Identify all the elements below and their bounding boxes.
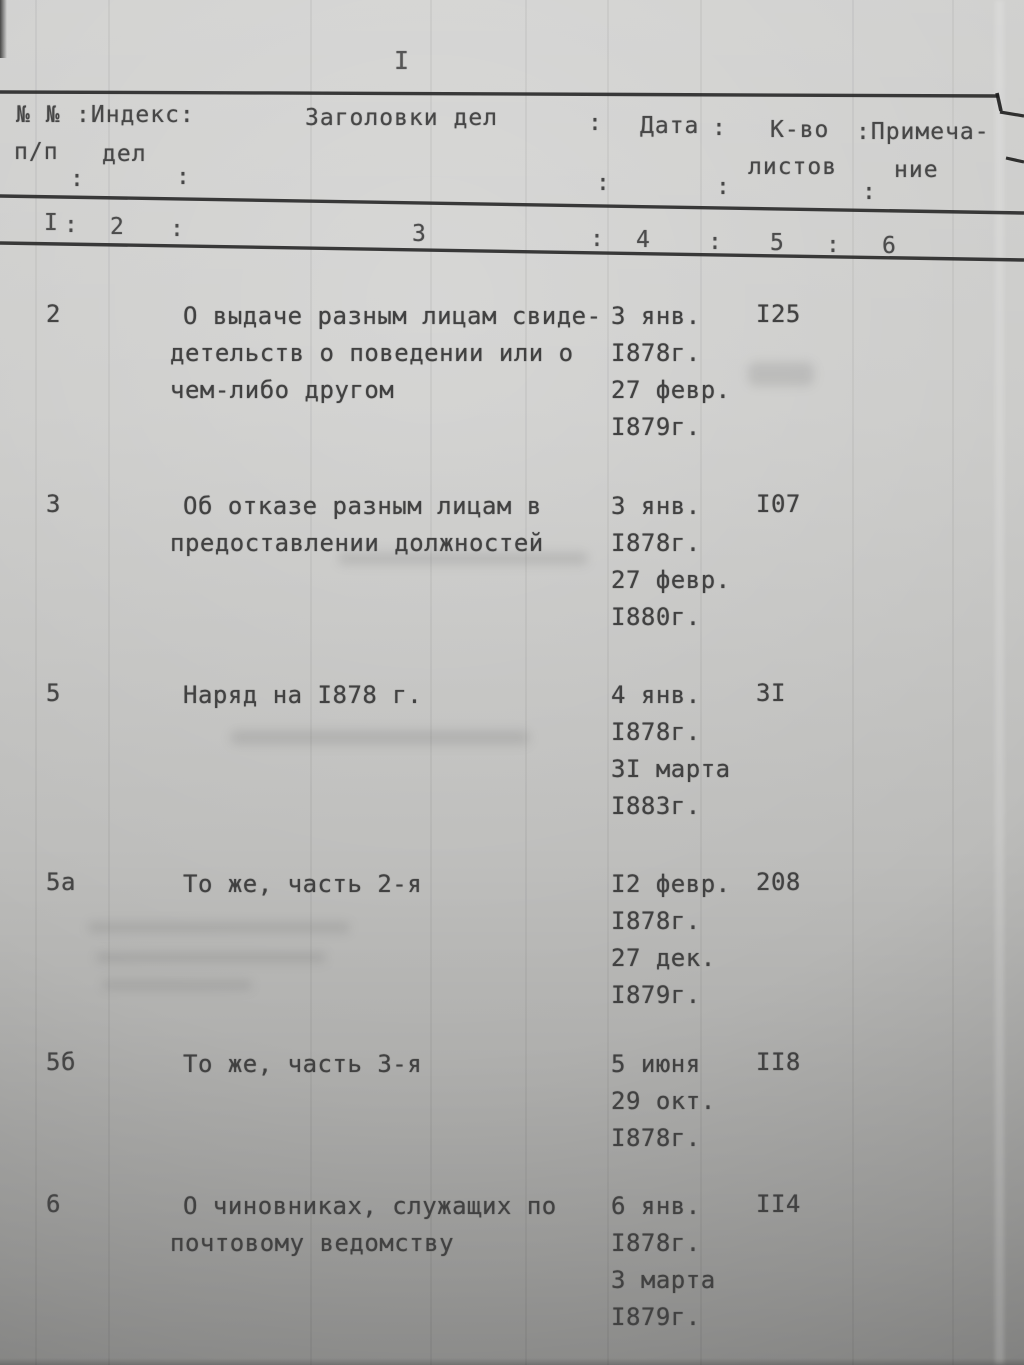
case-title-line: То же, часть 2-я bbox=[183, 870, 423, 898]
case-title-line: предоставлении должностей bbox=[170, 529, 544, 557]
case-date-line: I880г. bbox=[611, 603, 701, 631]
column-number-separator: : bbox=[708, 229, 723, 255]
header-colon-separator: : bbox=[862, 179, 877, 205]
case-date-line: I878г. bbox=[611, 718, 701, 746]
header-colon-separator: : bbox=[70, 166, 85, 192]
sheet-count: II4 bbox=[756, 1190, 801, 1218]
case-date-line: I878г. bbox=[611, 907, 701, 935]
case-date-line: I878г. bbox=[611, 529, 701, 557]
header-col6-line2: ние bbox=[894, 157, 939, 183]
column-number-separator: : bbox=[590, 226, 605, 252]
case-dates bbox=[611, 677, 761, 825]
case-date-line: 3 янв. bbox=[611, 492, 701, 520]
sheet-count: 3I bbox=[756, 679, 786, 707]
case-date-line: 5 июня bbox=[611, 1050, 701, 1078]
case-date-line: I879г. bbox=[611, 981, 701, 1009]
photo-bottom-shadow bbox=[0, 1358, 1024, 1365]
table-rule-top bbox=[0, 92, 999, 96]
row-number: 5а bbox=[46, 868, 76, 896]
case-dates bbox=[611, 866, 761, 1014]
case-title bbox=[170, 677, 620, 714]
table-rule-bottom bbox=[0, 243, 1024, 260]
case-date-line: 3 янв. bbox=[611, 302, 701, 330]
header-col2-line2: дел bbox=[102, 141, 147, 167]
sheet-count: I25 bbox=[756, 300, 801, 328]
case-date-line: I2 февр. bbox=[611, 870, 731, 898]
header-colon-separator: : bbox=[176, 164, 191, 190]
case-date-line: I879г. bbox=[611, 1303, 701, 1331]
sheet-count: 208 bbox=[756, 868, 801, 896]
case-title-line: То же, часть 3-я bbox=[183, 1050, 423, 1078]
column-number: 6 bbox=[882, 233, 897, 259]
case-date-line: 27 дек. bbox=[611, 944, 716, 972]
case-dates bbox=[611, 488, 761, 636]
header-colon-separator: : bbox=[712, 115, 727, 141]
sheet-count: II8 bbox=[756, 1048, 801, 1076]
row-number: 3 bbox=[46, 490, 61, 518]
header-col5-line2: листов bbox=[748, 154, 838, 180]
case-title bbox=[170, 488, 620, 562]
table-rule-tick bbox=[997, 93, 1001, 111]
case-title bbox=[170, 866, 620, 903]
case-dates bbox=[611, 298, 761, 446]
case-title bbox=[170, 1188, 620, 1262]
sheet-count: I07 bbox=[756, 490, 801, 518]
header-col2-line1: :Индекс: bbox=[76, 102, 195, 128]
header-colon-separator: : bbox=[716, 174, 731, 200]
column-number: 2 bbox=[110, 214, 125, 240]
column-number-separator: : bbox=[170, 216, 185, 242]
header-colon-separator: : bbox=[588, 110, 603, 136]
case-title-line: О чиновниках, служащих по bbox=[183, 1192, 557, 1220]
row-number: 5б bbox=[46, 1048, 76, 1076]
page-number: I bbox=[394, 46, 410, 75]
case-date-line: I878г. bbox=[611, 1229, 701, 1257]
header-col3: Заголовки дел bbox=[305, 105, 499, 131]
edge-mark-lower bbox=[1006, 158, 1024, 162]
column-number-separator: : bbox=[826, 232, 841, 258]
header-col5-line1: К-во bbox=[770, 117, 830, 143]
case-date-line: I879г. bbox=[611, 413, 701, 441]
column-number: 3 bbox=[412, 221, 427, 247]
column-number-separator: : bbox=[64, 212, 79, 238]
case-date-line: 3I марта bbox=[611, 755, 731, 783]
case-date-line: I878г. bbox=[611, 339, 701, 367]
case-date-line: 27 февр. bbox=[611, 376, 731, 404]
case-date-line: 27 февр. bbox=[611, 566, 731, 594]
case-date-line: 6 янв. bbox=[611, 1192, 701, 1220]
column-number: 5 bbox=[770, 230, 785, 256]
case-date-line: I878г. bbox=[611, 1124, 701, 1152]
row-number: 6 bbox=[46, 1190, 61, 1218]
header-col1-line1: № № bbox=[16, 102, 61, 128]
case-title-line: О выдаче разным лицам свиде- bbox=[183, 302, 602, 330]
case-date-line: 4 янв. bbox=[611, 681, 701, 709]
header-col4: Дата bbox=[640, 113, 700, 139]
header-col6-line1: :Примеча- bbox=[856, 119, 990, 145]
case-title-line: почтовому ведомству bbox=[170, 1229, 455, 1257]
case-dates bbox=[611, 1188, 761, 1336]
case-date-line: I883г. bbox=[611, 792, 701, 820]
case-date-line: 29 окт. bbox=[611, 1087, 716, 1115]
header-colon-separator: : bbox=[596, 170, 611, 196]
edge-mark-upper bbox=[1000, 112, 1024, 116]
column-number: 4 bbox=[636, 227, 651, 253]
case-date-line: 3 марта bbox=[611, 1266, 716, 1294]
case-title-line: чем-либо другом bbox=[170, 376, 395, 404]
case-title-line: детельств о поведении или о bbox=[170, 339, 574, 367]
header-col1-line2: п/п bbox=[14, 139, 59, 165]
case-dates bbox=[611, 1046, 761, 1157]
row-number: 5 bbox=[46, 679, 61, 707]
case-title-line: Об отказе разным лицам в bbox=[183, 492, 542, 520]
row-number: 2 bbox=[46, 300, 61, 328]
case-title-line: Наряд на I878 г. bbox=[183, 681, 423, 709]
column-number: I bbox=[44, 210, 59, 236]
case-title bbox=[170, 298, 620, 409]
case-title bbox=[170, 1046, 620, 1083]
